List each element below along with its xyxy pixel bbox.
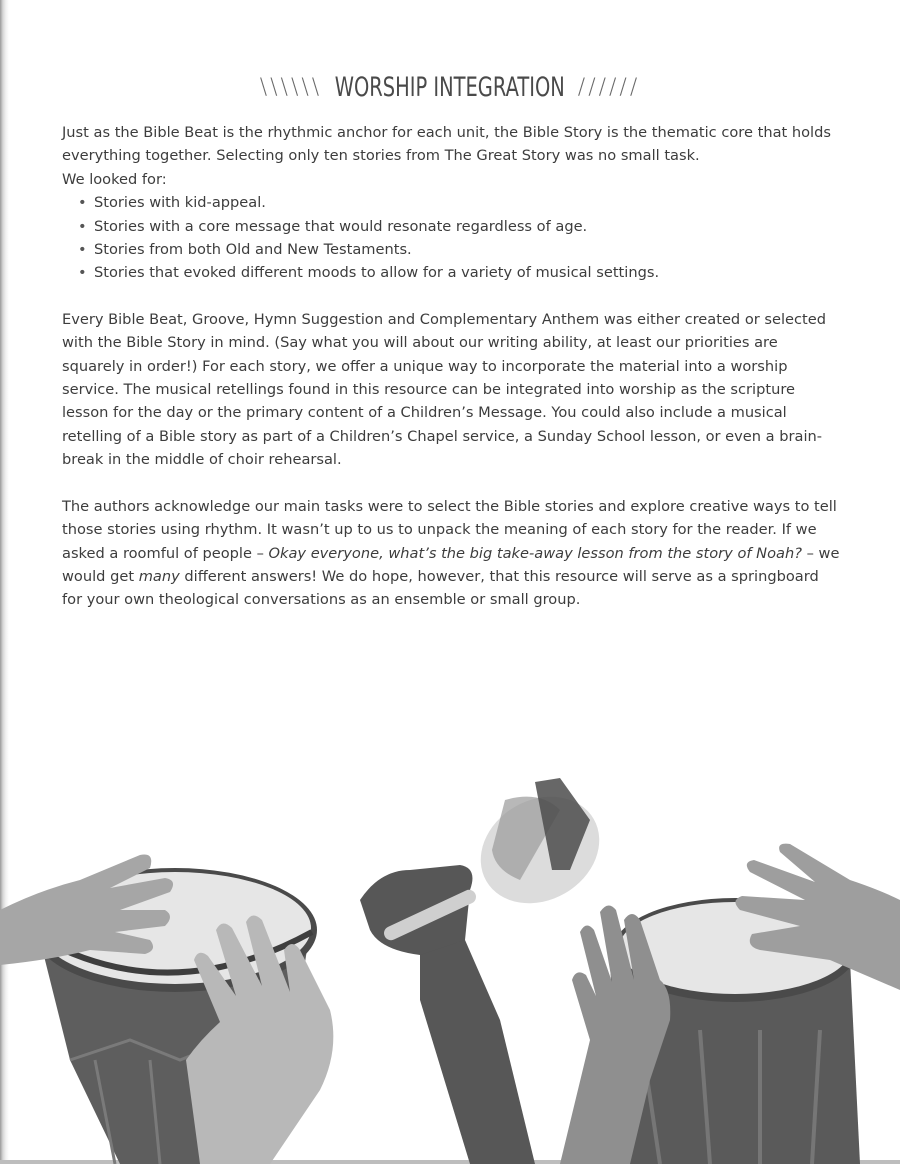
paragraph-authors: [62, 495, 842, 612]
heading-left-decoration: \\\\\\: [259, 75, 323, 100]
criteria-lead: We looked for:: [62, 170, 167, 188]
drums-and-hands-illustration: [0, 760, 900, 1164]
page-title: WORSHIP INTEGRATION: [334, 72, 566, 103]
list-item: • Stories from both Old and New Testaments.: [94, 238, 842, 261]
paragraph-authors-text-1: The authors acknowledge our main tasks were to select the Bible stories and explore creative ways to tell those stories using rhythm. It wasn’t up to us to unpack the meaning of each story for the reader. If we asked a roomful of people –: [62, 497, 837, 562]
list-item: • Stories with a core message that would resonate regardless of age.: [94, 215, 842, 238]
paragraph-authors-text-3: different answers! We do hope, however, that this resource will serve as a springboard for your own theological conversations as an ensemble or small group.: [62, 567, 819, 609]
heading-right-decoration: //////: [577, 75, 641, 100]
intro-paragraph: Just as the Bible Beat is the rhythmic anchor for each unit, the Bible Story is the thematic core that holds everything together. Selecting only ten stories from The Great Story was no small task.: [62, 124, 831, 165]
list-item: • Stories with kid-appeal.: [94, 191, 842, 214]
body-text: [62, 121, 842, 612]
section-heading: [0, 72, 900, 103]
emphasis-many: many: [138, 567, 180, 585]
list-item: • Stories that evoked different moods to allow for a variety of musical settings.: [94, 261, 842, 284]
paragraph-authors-text-2: – we would get: [62, 544, 840, 585]
criteria-list: [62, 191, 842, 285]
paragraph-integration: Every Bible Beat, Groove, Hymn Suggestion and Complementary Anthem was either created or selected with the Bible Story in mind. (Say what you will about our writing ability, at least our priorities are squarely in order!) For each story, we offer a unique way to incorporate the material into a worship service. The musical retellings found in this resource can be integrated into worship as the scripture lesson for the day or the primary content of a Children’s Message. You could also include a musical retelling of a Bible story as part of a Children’s Chapel service, a Sunday School lesson, or even a brain-break in the middle of choir rehearsal.: [62, 310, 827, 469]
noah-question: Okay everyone, what’s the big take-away lesson from the story of Noah?: [268, 544, 802, 562]
